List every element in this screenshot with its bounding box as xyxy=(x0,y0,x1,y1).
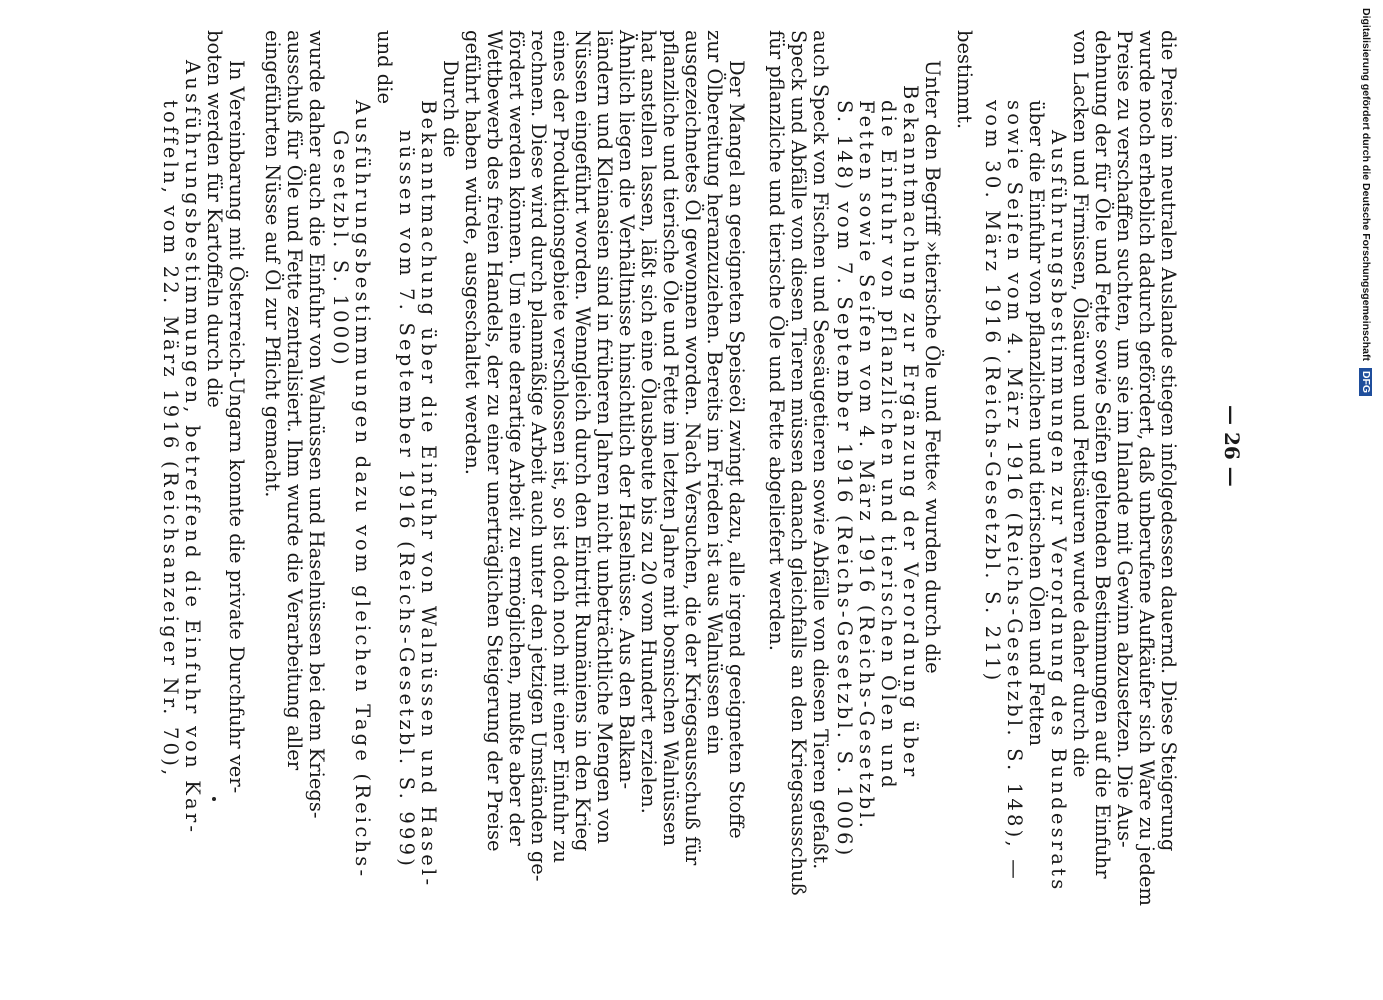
body-line: Bekanntmachung über die Einfuhr von Walnüssen und Hasel- xyxy=(417,100,440,889)
body-line: eingeführten Nüsse auf Öl zur Pflicht gemacht. xyxy=(261,30,284,498)
body-line: hat anstellen lassen, läßt sich eine Ölausbeute bis zu 20 vom Hundert erzielen. xyxy=(637,30,660,814)
body-line: wurde daher auch die Einfuhr von Walnüssen und Haselnüssen bei dem Kriegs- xyxy=(305,30,328,819)
body-line: dehnung der für Öle und Fette sowie Seifen geltenden Bestimmungen auf die Einfuhr xyxy=(1091,30,1114,879)
body-line: die Preise im neutralen Auslande stiegen infolgedessen dauernd. Diese Steigerung xyxy=(1157,30,1180,852)
body-line: vom 30. März 1916 (Reichs-Gesetzbl. S. 211) xyxy=(981,100,1004,684)
body-line: bestimmt. xyxy=(953,30,976,130)
body-line: auch Speck von Fischen und Seesäugetieren sowie Abfälle von diesen Tieren gefaßt. xyxy=(809,30,832,870)
body-line: für pflanzliche und tierische Öle und Fette abgeliefert werden. xyxy=(765,30,788,651)
body-line: Ausführungsbestimmungen zur Verordnung des Bundesrats xyxy=(1047,130,1070,893)
body-line: Gesetzbl. S. 1000) xyxy=(329,130,352,368)
body-line: ausschuß für Öle und Fette zentralisiert. Ihm wurde die Verarbeitung aller xyxy=(283,30,306,771)
body-line: Durch die xyxy=(439,60,462,158)
body-line: und die xyxy=(373,30,396,105)
body-line: toffeln, vom 22. März 1916 (Reichsanzeiger Nr. 70), xyxy=(159,100,182,779)
rotated-page-body xyxy=(150,30,1250,910)
body-line: rechnen. Diese wird durch planmäßige Arbeit auch unter den jetzigen Umständen ge- xyxy=(527,30,550,882)
body-line: von Lacken und Firnissen, Ölsäuren und Fettsäuren wurde daher durch die xyxy=(1069,30,1092,778)
body-line: Ausführungsbestimmungen, betreffend die Einfuhr von Kar- xyxy=(181,60,204,836)
body-line: sowie Seifen vom 4. März 1916 (Reichs-Gesetzbl. S. 148), — xyxy=(1003,100,1026,882)
body-line: eines der Produktionsgebiete verschlossen ist, so ist doch noch mit einer Einfuhr zu xyxy=(549,30,572,864)
body-line: Nüssen eingeführt worden. Wenngleich durch den Eintritt Rumäniens in den Krieg xyxy=(571,30,594,852)
body-line: Bekanntmachung zur Ergänzung der Verordnung über xyxy=(899,85,922,780)
dfg-logo: DFG xyxy=(1359,368,1372,396)
body-line: ländern und Kleinasien sind in früheren Jahren nicht unbeträchtliche Mengen von xyxy=(593,30,616,844)
body-line: Fetten sowie Seifen vom 4. März 1916 (Reichs-Gesetzbl. xyxy=(855,100,878,832)
body-line: Preise zu verschaffen suchten, um sie im Inlande mit Gewinn abzusetzen. Die Aus- xyxy=(1113,30,1136,848)
body-line: Ähnlich liegen die Verhältnisse hinsichtlich der Haselnüsse. Aus den Balkan- xyxy=(615,30,638,790)
digitization-credit xyxy=(1359,8,1372,708)
body-line: pflanzliche und tierische Öle und Fette im letzten Jahre mit bosnischen Walnüssen xyxy=(659,30,682,847)
body-line: boten werden für Kartoffeln durch die xyxy=(203,30,226,408)
body-line: zur Ölbereitung heranzuziehen. Bereits im Frieden ist aus Walnüssen ein xyxy=(703,30,726,755)
credit-text: Digitalisierung gefördert durch die Deutsche Forschungsgemeinschaft xyxy=(1360,8,1372,361)
body-line: ausgezeichnetes Öl gewonnen worden. Nach Versuchen, die der Kriegsausschuß für xyxy=(681,30,704,866)
body-line: In Vereinbarung mit Österreich-Ungarn konnte die private Durchfuhr ver- xyxy=(225,60,248,794)
body-line: S. 148) vom 7. September 1916 (Reichs-Gesetzbl. S. 1006) xyxy=(833,100,856,859)
body-line: geführt haben würde, ausgeschaltet werden. xyxy=(461,30,484,475)
body-line: Speck und Abfälle von diesen Tieren müssen danach gleichfalls an den Kriegsausschuß xyxy=(787,30,810,896)
body-line: wurde noch erheblich dadurch gefördert, daß unberufene Aufkäufer sich Ware zu jedem xyxy=(1135,30,1158,907)
body-line: Ausführungsbestimmungen dazu vom gleichen Tage (Reichs- xyxy=(351,100,374,880)
body-line: Wettbewerb des freien Handels, der zu einer unerträglichen Steigerung der Preise xyxy=(483,30,506,852)
page-number: — 26 — xyxy=(1220,405,1244,487)
body-line: die Einfuhr von pflanzlichen und tierischen Ölen und xyxy=(877,100,900,791)
body-line: nüssen vom 7. September 1916 (Reichs-Gesetzbl. S. 999) xyxy=(395,130,418,870)
body-line: Der Mangel an geeigneten Speiseöl zwingt dazu, alle irgend geeigneten Stoffe xyxy=(725,60,748,839)
body-line: Unter den Begriff »tierische Öle und Fette« wurden durch die xyxy=(921,60,944,674)
body-line: über die Einfuhr von pflanzlichen und tierischen Ölen und Fetten xyxy=(1025,100,1048,747)
body-line: fördert werden können. Um eine derartige Arbeit zu ermöglichen, mußte aber der xyxy=(505,30,528,846)
